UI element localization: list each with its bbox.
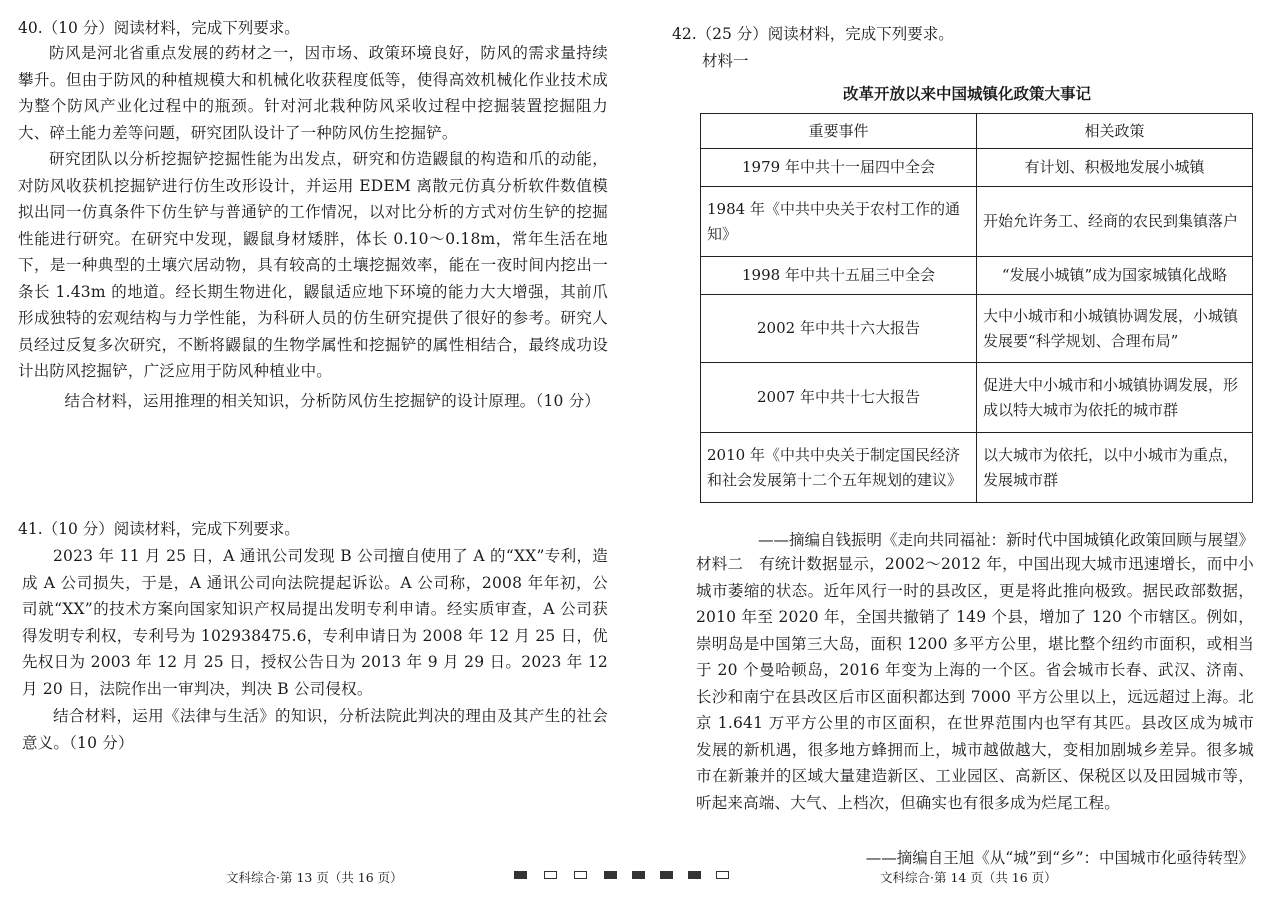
policy-cell: 大中小城市和小城镇协调发展，小城镇发展要“科学规划、合理布局” <box>977 295 1253 363</box>
page-14-footer: 文科综合·第 14 页（共 16 页） <box>880 870 1057 885</box>
page-13-footer: 文科综合·第 13 页（共 16 页） <box>226 870 403 885</box>
left-page <box>18 0 618 900</box>
table-row <box>701 187 1253 257</box>
q41-heading: 41.（10 分）阅读材料，完成下列要求。 <box>18 520 300 538</box>
table-header-cell: 重要事件 <box>701 114 977 149</box>
policy-events-table <box>700 113 1253 503</box>
table-title: 改革开放以来中国城镇化政策大事记 <box>842 84 1091 103</box>
event-cell: 2010 年《中共中央关于制定国民经济和社会发展第十二个五年规划的建议》 <box>701 433 977 503</box>
registration-mark <box>514 871 527 879</box>
event-cell: 2002 年中共十六大报告 <box>701 295 977 363</box>
event-cell: 1984 年《中共中央关于农村工作的通知》 <box>701 187 977 257</box>
q42-heading: 42.（25 分）阅读材料，完成下列要求。 <box>672 25 954 43</box>
q40-paragraph-2: 研究团队以分析挖掘铲挖掘性能为出发点，研究和仿造鼹鼠的构造和爪的动能，对防风收获机挖掘铲进行仿生改形设计，并运用 EDEM 离散元仿真分析软件数值模拟出同一仿真条件下仿生铲与普通铲的工作情况，以对比分析的方式对仿生铲的挖掘性能进行研究。在研究中发现，鼹鼠身材矮胖，体长 0.10～0.18m，常年生活在地下，是一种典型的土壤穴居动物，具有较高的土壤挖掘效率，能在一夜时间内挖出一条长 1.43m 的地道。经长期生物进化，鼹鼠适应地下环境的能力大大增强，其前爪形成独特的宏观结构与力学性能，为科研人员的仿生研究提供了很好的参考。研究人员经过反复多次研究，不断将鼹鼠的生物学属性和挖掘铲的属性相结合，最终成功设计出防风挖掘铲，广泛应用于防风种植业中。 <box>18 150 608 380</box>
registration-mark <box>544 871 557 879</box>
policy-cell: 有计划、积极地发展小城镇 <box>977 149 1253 187</box>
table-row <box>701 433 1253 503</box>
right-page <box>672 0 1262 900</box>
table-row <box>701 257 1253 295</box>
policy-cell: 开始允许务工、经商的农民到集镇落户 <box>977 187 1253 257</box>
table-header-cell: 相关政策 <box>977 114 1253 149</box>
table-header-row <box>701 114 1253 149</box>
q40-paragraph-1: 防风是河北省重点发展的药材之一，因市场、政策环境良好，防风的需求量持续攀升。但由于防风的种植规模大和机械化收获程度低等，使得高效机械化作业技术成为整个防风产业化过程中的瓶颈。针对河北栽种防风采收过程中挖掘装置挖掘阻力大、碎土能力差等问题，研究团队设计了一种防风仿生挖掘铲。 <box>18 44 608 142</box>
q40-task: 结合材料，运用推理的相关知识，分析防风仿生挖掘铲的设计原理。（10 分） <box>64 392 601 410</box>
registration-mark <box>632 871 645 879</box>
table-row <box>701 295 1253 363</box>
policy-cell: 促进大中小城市和小城镇协调发展，形成以特大城市为依托的城市群 <box>977 363 1253 433</box>
material-1-label: 材料一 <box>702 52 749 70</box>
q41-task: 结合材料，运用《法律与生活》的知识，分析法院此判决的理由及其产生的社会意义。（10 分） <box>22 707 608 752</box>
event-cell: 2007 年中共十七大报告 <box>701 363 977 433</box>
policy-cell: “发展小城镇”成为国家城镇化战略 <box>977 257 1253 295</box>
event-cell: 1998 年中共十五届三中全会 <box>701 257 977 295</box>
material-2-text: 材料二 有统计数据显示，2002～2012 年，中国出现大城市迅速增长，而中小城市萎缩的状态。近年风行一时的县改区，更是将此推向极致。据民政部数据，2010 年至 2020 年，全国共撤销了 149 个县，增加了 120 个市辖区。例如，崇明岛是中国第三大岛，面积 1200 多平方公里，堪比整个纽约市面积，或相当于 20 个曼哈顿岛，2016 年变为上海的一个区。省会城市长春、武汉、济南、长沙和南宁在县改区后市区面积都达到 7000 平方公里以上，远远超过上海。北京 1.641 万平方公里的市区面积，在世界范围内也罕有其匹。县改区成为城市发展的新机遇，很多地方蜂拥而上，城市越做越大，变相加剧城乡差异。很多城市在新兼并的区域大量建造新区、工业园区、高新区、保税区以及田园城市等，听起来高端、大气、上档次，但确实也有很多成为烂尾工程。 <box>696 555 1254 812</box>
q40-heading: 40.（10 分）阅读材料，完成下列要求。 <box>18 19 300 37</box>
registration-mark <box>604 871 617 879</box>
registration-mark <box>574 871 587 879</box>
table-row <box>701 149 1253 187</box>
event-cell: 1979 年中共十一届四中全会 <box>701 149 977 187</box>
material-1-citation: ——摘编自钱振明《走向共同福祉：新时代中国城镇化政策回顾与展望》 <box>757 531 1254 549</box>
q41-paragraph-1: 2023 年 11 月 25 日，A 通讯公司发现 B 公司擅自使用了 A 的“XX”专利，造成 A 公司损失，于是，A 通讯公司向法院提起诉讼。A 公司称，2008 年年初，公司就“XX”的技术方案向国家知识产权局提出发明专利申请。经实质审查，A 公司获得发明专利权，专利号为 102938475.6，专利申请日为 2008 年 12 月 25 日，优先权日为 2003 年 12 月 25 日，授权公告日为 2013 年 9 月 29 日。2023 年 12 月 20 日，法院作出一审判决，判决 B 公司侵权。 <box>22 547 608 698</box>
material-2-citation: ——摘编自王旭《从“城”到“乡”：中国城市化亟待转型》 <box>865 849 1254 867</box>
policy-cell: 以大城市为依托，以中小城市为重点，发展城市群 <box>977 433 1253 503</box>
table-row <box>701 363 1253 433</box>
